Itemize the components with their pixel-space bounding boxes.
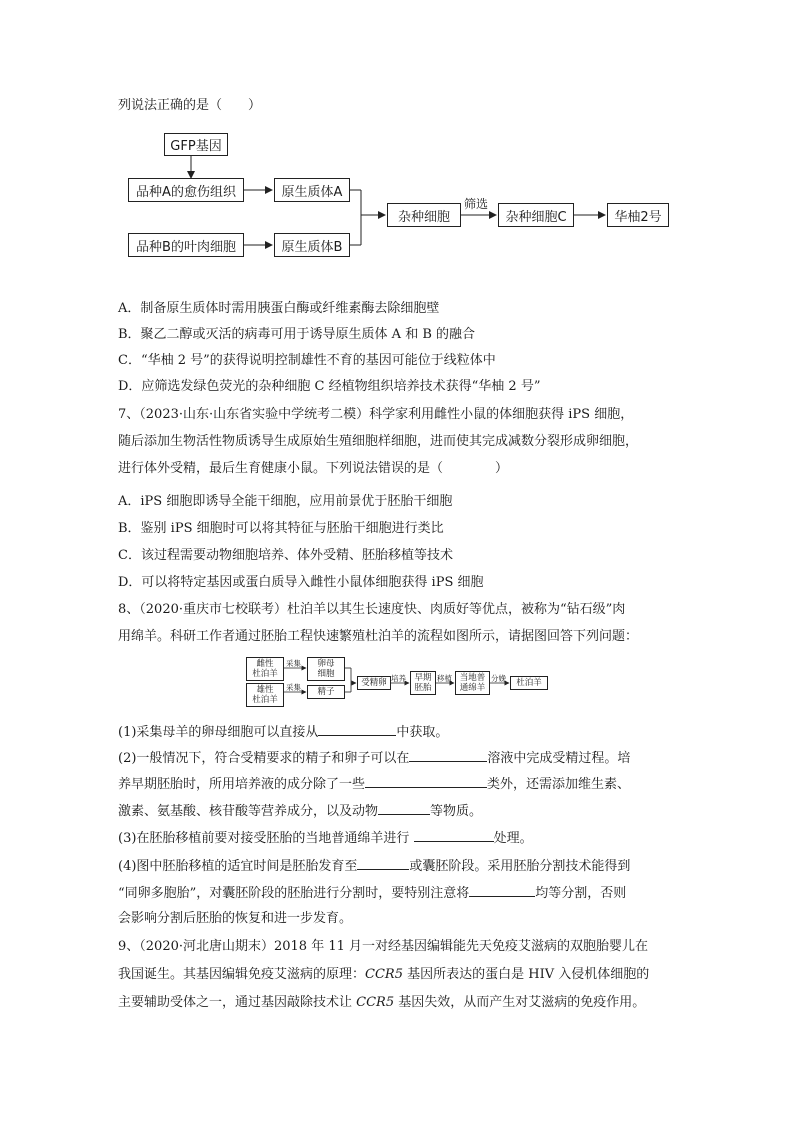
male-dorper-box: 雄性 杜泊羊 — [246, 683, 284, 707]
q7-option-c: C．该过程需要动物细胞培养、体外受精、胚胎移植等技术 — [118, 548, 453, 563]
protoplast-a-box: 原生质体A — [274, 178, 350, 202]
culture-label: 培养 — [391, 674, 406, 683]
protoplast-b-box: 原生质体B — [274, 233, 350, 257]
answer-blank-4[interactable] — [378, 801, 430, 815]
local-sheep-box: 当地普 通绵羊 — [455, 671, 490, 695]
early-embryo-box: 早期 胚胎 — [410, 671, 436, 695]
q8-stem-line2: 用绵羊。科研工作者通过胚胎工程快速繁殖杜泊羊的流程如图所示，请据图回答下列问题： — [118, 629, 639, 644]
answer-blank-1[interactable] — [318, 722, 396, 736]
q7-option-d: D．可以将特定基因或蛋白质导入雌性小鼠体细胞获得 iPS 细胞 — [118, 575, 484, 590]
dorper-result-box: 杜泊羊 — [510, 676, 548, 690]
oocyte-box: 卵母 细胞 — [307, 657, 345, 681]
q6-option-d: D．应筛选发绿色荧光的杂种细胞 C 经植物组织培养技术获得“华柚 2 号” — [118, 379, 541, 394]
q9-stem-line3: 主要辅助受体之一，通过基因敲除技术让 CCR5 基因失效，从而产生对艾滋病的免疫作用。 — [118, 995, 646, 1010]
huayou-2-box: 华柚2号 — [607, 203, 669, 227]
q8-sub3: (3)在胚胎移植前要对接受胚胎的当地普通绵羊进行 处理。 — [118, 828, 533, 848]
q6-option-b: B．聚乙二醇或灭活的病毒可用于诱导原生质体 A 和 B 的融合 — [118, 327, 476, 342]
q8-sub4-line3: 会影响分割后胚胎的恢复和进一步发育。 — [118, 911, 353, 926]
q8-stem-line1: 8、（2020·重庆市七校联考）杜泊羊以其生长速度快、肉质好等优点，被称为“钻石级”肉 — [118, 602, 626, 617]
answer-blank-6[interactable] — [357, 856, 409, 870]
q7-option-a: A．iPS 细胞即诱导全能干细胞，应用前景优于胚胎干细胞 — [118, 494, 453, 509]
q9-stem-line2: 我国诞生。其基因编辑免疫艾滋病的原理：CCR5 基因所表达的蛋白是 HIV 入侵机体细胞的 — [118, 967, 650, 982]
gfp-gene-box: GFP基因 — [164, 133, 228, 156]
q9-stem-line1: 9、（2020·河北唐山期末）2018 年 11 月一对经基因编辑能先天免疫艾滋病的双胞胎婴儿在 — [118, 939, 649, 954]
birth-label: 分娩 — [491, 674, 506, 683]
q8-sub2-line3: 激素、氨基酸、核苷酸等营养成分，以及动物 等物质。 — [118, 801, 482, 821]
collect-label-2: 采集 — [286, 683, 301, 692]
q8-sub2-line2: 养早期胚胎时，所用培养液的成分除了一些 类外，还需添加维生素、 — [118, 774, 630, 794]
question-6-stem: 列说法正确的是（ ） — [118, 98, 262, 113]
mesophyll-cell-box: 品种B的叶肉细胞 — [128, 233, 244, 257]
answer-blank-7[interactable] — [469, 883, 535, 897]
collect-label-1: 采集 — [286, 659, 301, 668]
q8-sub4-line1: (4)图中胚胎移植的适宜时间是胚胎发育至 或囊胚阶段。采用胚胎分割技术能得到 — [118, 856, 630, 876]
q6-option-c: C．“华柚 2 号”的获得说明控制雄性不育的基因可能位于线粒体中 — [118, 353, 496, 368]
sperm-box: 精子 — [307, 685, 345, 699]
q6-option-a: A．制备原生质体时需用胰蛋白酶或纤维素酶去除细胞壁 — [118, 301, 440, 316]
hybrid-cell-c-box: 杂种细胞C — [498, 203, 574, 227]
screening-label: 筛选 — [464, 197, 489, 211]
zygote-box: 受精卵 — [357, 676, 391, 690]
answer-blank-5[interactable] — [414, 828, 494, 842]
answer-blank-3[interactable] — [365, 774, 487, 788]
female-dorper-box: 雌性 杜泊羊 — [246, 657, 284, 681]
q8-sub1: (1)采集母羊的卵母细胞可以直接从 中获取。 — [118, 722, 448, 742]
q7-option-b: B．鉴别 iPS 细胞时可以将其特征与胚胎干细胞进行类比 — [118, 521, 444, 536]
q8-sub2-line1: (2)一般情况下，符合受精要求的精子和卵子可以在 溶液中完成受精过程。培 — [118, 748, 630, 768]
callus-box: 品种A的愈伤组织 — [128, 178, 244, 202]
hybrid-cell-box: 杂种细胞 — [387, 203, 461, 227]
q7-stem-line3: 进行体外受精，最后生育健康小鼠。下列说法错误的是（ ） — [118, 461, 509, 476]
answer-blank-2[interactable] — [409, 748, 487, 762]
q7-stem-line1: 7、（2023·山东·山东省实验中学统考二模）科学家利用雌性小鼠的体细胞获得 iPS 细胞， — [118, 407, 634, 422]
q7-stem-line2: 随后添加生物活性物质诱导生成原始生殖细胞样细胞，进而使其完成减数分裂形成卵细胞， — [118, 434, 639, 449]
q8-sub4-line2: “同卵多胞胎”，对囊胚阶段的胚胎进行分割时，要特别注意将 均等分割，否则 — [118, 883, 626, 903]
transfer-label: 移植 — [437, 674, 452, 683]
